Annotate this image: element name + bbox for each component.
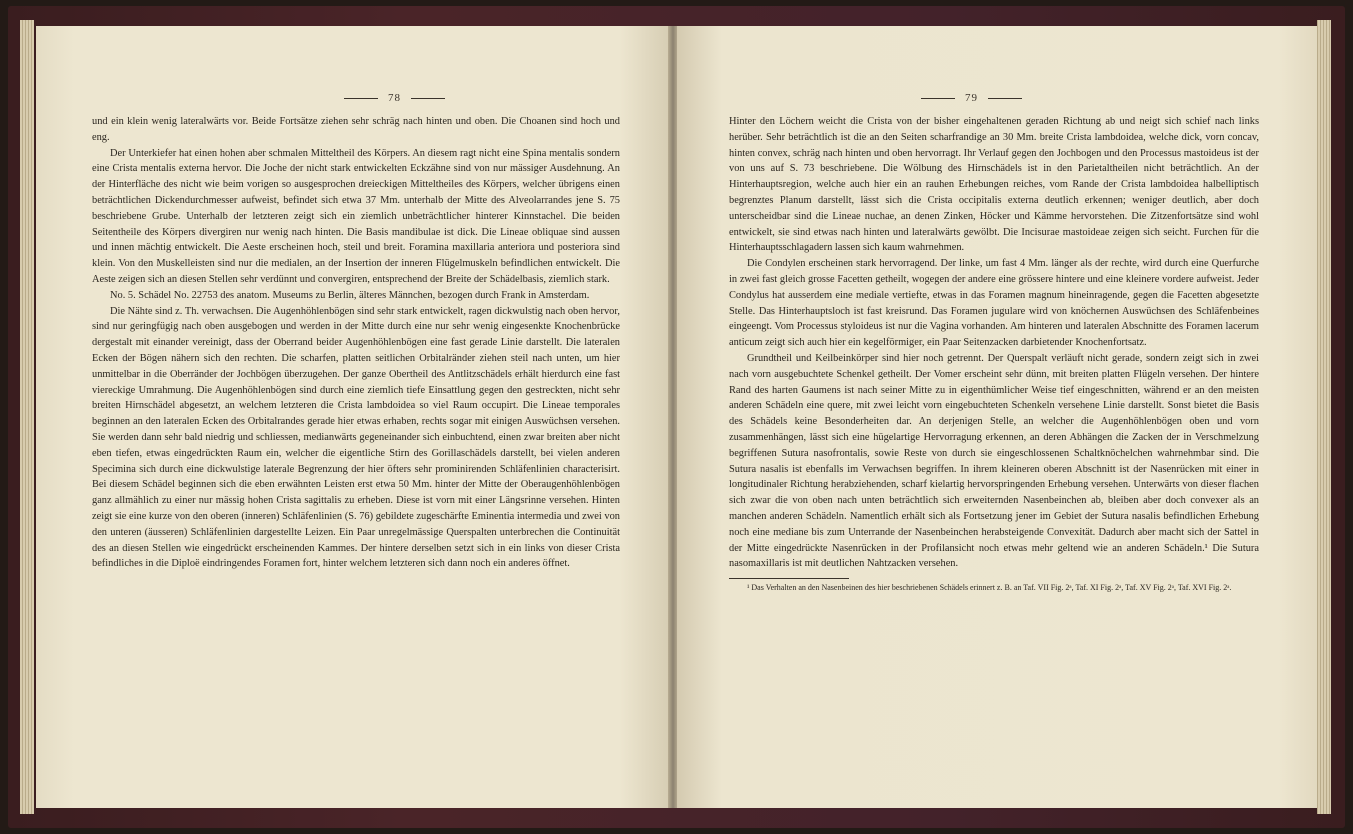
page-edges-left [20, 20, 34, 814]
paragraph: Der Unterkiefer hat einen hohen aber schmalen Mitteltheil des Körpers. An diesem ragt nicht eine Spina mentalis sondern eine Crista mentalis externa hervor. Die Joche der nicht stark entwickelten Eckzähne sind von nur mässiger Ausdehnung. An der Hinterfläche des nicht wie beim vorigen so ausgesprochen dreieckigen Mitteltheiles des Körpers, welcher übrigens einen beträchtlichen Dickendurchmesser aufweist, befindet sich etwa 37 Mm. unterhalb der Mitte des Alveolarrandes jene S. 75 beschriebene Grube. Unterhalb der letzteren zeigt sich ein ziemlich unbeträchtlicher hinterer Kinnstachel. Die beiden Seitentheile des Körpers divergiren nur wenig nach hinten. Die Basis mandibulae ist dick. Die Lineae obliquae sind aussen und innen mächtig entwickelt. Die Aeste erscheinen hoch, steil und breit. Foramina maxillaria anteriora und posteriora sind klein. Von den Muskelleisten sind nur die medialen, an der Insertion der inneren Flügelmuskeln befindlichen entwickelt. Die Aeste zeigen sich an diesen Stellen sehr verdünnt und convergiren, entsprechend der Breite der Schädelbasis, ziemlich stark. [92, 147, 620, 285]
header-rule [988, 98, 1022, 99]
footnote-rule [729, 578, 849, 579]
left-page-header [344, 92, 445, 104]
right-page-header [921, 92, 1022, 104]
paragraph: Grundtheil und Keilbeinkörper sind hier noch getrennt. Der Querspalt verläuft nicht gerade, sondern zeigt sich in zwei nach vorn ausgebuchtete Schenkel getheilt. Der Vomer erscheint sehr dünn, mit breiten platten Flügeln versehen. Der hintere Rand des harten Gaumens ist nach seiner Mitte zu in eigenthümlicher Weise tief eingeschnitten, während er an den meisten anderen Schädeln eine quere, mit zwei leicht vorn eingebuchteten Schenkeln versehene Linie darstellt. Sonst bietet die Basis des Schädels keine Besonderheiten dar. An derjenigen Stelle, an welcher die Augenhöhlenbögen oben und vorn zusammenhängen, lässt sich eine hügelartige Hervorragung erkennen, an deren Abhängen die Zacken der in Verschmelzung begriffenen Sutura nasofrontalis, sowie Reste von durch sie eingeschlossenen Schaltknöchelchen wahrnehmbar sind. Die Sutura nasalis ist ebenfalls im Verwachsen begriffen. In ihrem kleineren oberen Abschnitt ist der Nasenrücken mit einer in longitudinaler Richtung herabziehenden, scharf kielartig hervorspringenden Erhebung versehen. Unterwärts von dieser flachen sich zwar die von oben nach unten beträchtlich sich erweiternden Nasenbeinchen ab, bleiben aber doch convexer als an manchen anderen Schädeln. Namentlich erhält sich als Fortsetzung jener im Gebiet der Sutura nasalis befindlichen Erhebung noch eine mediane bis zum Unterrande der Nasenbeinchen herabsteigende Convexität. Dadurch aber macht sich der Sattel in der Mitte eingedrückte Nasenrücken in der Profilansicht noch etwas mehr geltend wie an anderen Schädeln.¹ Die Sutura nasomaxillaris ist mit deutlichen Nahtzacken versehen. [729, 352, 1259, 570]
left-page [36, 26, 670, 808]
left-page-number: 78 [388, 92, 401, 104]
header-rule [344, 98, 378, 99]
paragraph: und ein klein wenig lateralwärts vor. Beide Fortsätze ziehen sehr schräg nach hinten und oben. Die Choanen sind hoch und eng. [92, 116, 620, 143]
header-rule [411, 98, 445, 99]
page-edges-right [1317, 20, 1331, 814]
header-rule [921, 98, 955, 99]
paragraph: No. 5. Schädel No. 22753 des anatom. Museums zu Berlin, älteres Männchen, bezogen durch Frank in Amsterdam. [110, 289, 590, 301]
right-page [677, 26, 1317, 808]
right-page-body [729, 114, 1259, 593]
footnote: ¹ Das Verhalten an den Nasenbeinen des hier beschriebenen Schädels erinnert z. B. an Taf. VII Fig. 2ᵃ, Taf. XI Fig. 2ᵃ, Taf. XV Fig. 2ᵃ, Taf. XVI Fig. 2ᵃ. [747, 583, 1232, 593]
paragraph: Hinter den Löchern weicht die Crista von der bisher eingehaltenen geraden Richtung ab und neigt sich schief nach links herüber. Sehr beträchtlich ist die an den Seiten scharfrandige an 30 Mm. breite Crista lambdoidea, welche dick, vorn concav, hinten convex, schräg nach hinten und oben hervorragt. Ihr Verlauf gegen den Jochbogen und den Processus mastoideus ist der von uns auf S. 73 beschriebene. Die Wölbung des Hirnschädels ist in den Parietaltheilen nicht beträchtlich. An der Hinterhauptsregion, welche auch hier ein an rauhen Erhebungen reiches, vom Rande der Crista lambdoidea halbelliptisch begrenztes Planum darstellt, lässt sich die Crista occipitalis externa deutlich erkennen; weniger deutlich, aber doch unterscheidbar sind die Lineae nuchae, an denen Zinken, Höcker und Kämme hervorstehen. Die Zitzenfortsätze sind wohl entwickelt, sie sind etwas nach hinten und lateralwärts gewölbt. Die Incisurae mastoideae zeigen sich seicht. Furchen für die Hinterhauptsschlagadern lassen sich kaum wahrnehmen. [729, 116, 1259, 254]
right-page-number: 79 [965, 92, 978, 104]
paragraph: Die Nähte sind z. Th. verwachsen. Die Augenhöhlenbögen sind sehr stark entwickelt, ragen dickwulstig nach oben hervor, sind nur geringfügig nach oben ausgebogen und werden in der Mitte durch eine nur sehr wenig eingesenkte Knochenbrücke dergestalt mit einander vereinigt, dass der Oberrand beider Augenhöhlenbögen eine fast gerade Linie darstellt. Die lateralen Ecken der Bögen nähern sich den rechten. Die scharfen, platten seitlichen Orbitalränder ziehen steil nach unten, um hier unmittelbar in die Oberränder der Jochbögen überzugehen. Der ganze Obertheil des Antlitzschädels erhält hierdurch eine fast viereckige Umrahmung. Die Augenhöhlenbögen sind durch eine ziemlich tiefe Einsattlung gegen den gestreckten, nicht sehr breiten Hirnschädel abgesetzt, an welchem letzteren die Crista lambdoidea so viel Raum occupirt. Die Lineae temporales beginnen an den lateralen Ecken des Orbitalrandes gerade hier etwas erhaben, rechts sogar mit einigen Auswüchsen versehen. Sie werden dann sehr bald niedrig und schliessen, medianwärts gegeneinander sich einbuchtend, einen zwar breiten aber nicht eben tiefen, etwas eingedrückten Raum ein, welcher die eigentliche Stirn des Gorillaschädels darstellt, bei vielen anderen Specimina sich durch eine dickwulstige laterale Begrenzung der hier öfters sehr prominirenden Schläfenlinien characterisirt. Bei diesem Schädel beginnen sich die eben erwähnten Leisten erst etwa 50 Mm. hinter der Mitte der Oberaugenhöhlenbögen ganz allmählich zu einer nur mässig hohen Crista sagittalis zu erheben. Diese ist vorn mit einer Längsrinne versehen. Hinten zeigt sie eine kurze von den oberen (inneren) Schläfenlinien (S. 76) gebildete zugeschärfte Eminentia intermedia und zwei von den unteren (äusseren) Schläfenlinien dargestellte Leizen. Ein Paar unregelmässige Querspalten unterbrechen die Continuität des an diesen Stellen wie eingedrückt erscheinenden Kammes. Der hintere derselben setzt sich in ein links von dieser Crista befindliches in die Diploë eindringendes Foramen fort, hinter welchem letzteren sich dann noch ein anderes öffnet. [92, 305, 620, 570]
paragraph: Die Condylen erscheinen stark hervorragend. Der linke, um fast 4 Mm. länger als der rechte, wird durch eine Querfurche in zwei fast gleich grosse Facetten getheilt, wogegen der andere eine grössere hintere und eine kleinere vordere aufweist. Jeder Condylus hat ausserdem eine mediale vertiefte, etwas in das Foramen magnum hineinragende, gegen die Facetten abgesetzte Stelle. Das Hinterhauptsloch ist fast kreisrund. Das Foramen jugulare wird von knöchernen Auswüchsen des Schläfenbeines eingeengt. Vom Processus styloideus ist nur die Vagina vorhanden. Am hinteren und lateralen Abschnitte des Foramen lacerum anticum zeigt sich auch hier ein kegelförmiger, ein Paar Seitenzacken darbietender Knochenfortsatz. [729, 258, 1259, 349]
left-page-body [92, 114, 620, 572]
